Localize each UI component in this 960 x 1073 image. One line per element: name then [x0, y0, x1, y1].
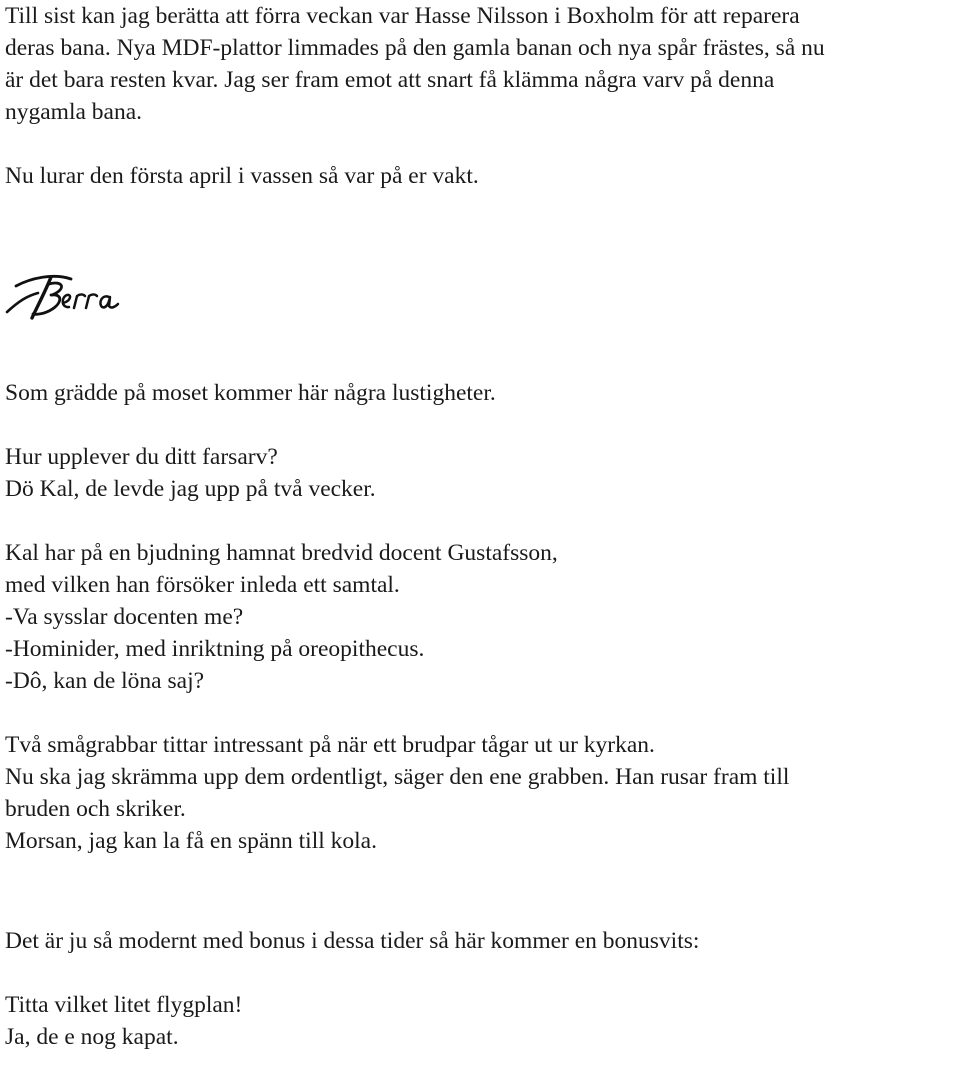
text-line: bruden och skriker. — [5, 796, 186, 822]
text-line: -Va sysslar docenten me? — [5, 604, 244, 630]
text-line: deras bana. Nya MDF-plattor limmades på den gamla banan och nya spår frästes, så nu — [5, 35, 825, 61]
text-line: Nu ska jag skrämma upp dem ordentligt, säger den ene grabben. Han rusar fram till — [5, 764, 790, 790]
joke-farsarv — [5, 441, 955, 505]
text-line: Ja, de e nog kapat. — [5, 1024, 179, 1050]
text-line: med vilken han försöker inleda ett samtal. — [5, 572, 400, 598]
text-line: Till sist kan jag berätta att förra veckan var Hasse Nilsson i Boxholm för att reparera — [5, 3, 800, 29]
text-line: -Dô, kan de löna saj? — [5, 668, 205, 694]
paragraph-repair — [5, 0, 955, 128]
signature-block — [5, 192, 955, 377]
text-line: Titta vilket litet flygplan! — [5, 992, 243, 1018]
text-line: är det bara resten kvar. Jag ser fram emot att snart få klämma några varv på denna — [5, 67, 775, 93]
bonus-intro: Det är ju så modernt med bonus i dessa tider så här kommer en bonusvits: — [5, 928, 700, 954]
jokes-intro: Som grädde på moset kommer här några lustigheter. — [5, 380, 496, 406]
joke-docent — [5, 537, 955, 697]
joke-brudpar — [5, 729, 955, 857]
text-line: nygamla bana. — [5, 99, 143, 125]
text-line: Hur upplever du ditt farsarv? — [5, 444, 278, 470]
text-line: Morsan, jag kan la få en spänn till kola. — [5, 828, 377, 854]
handwritten-signature — [5, 270, 123, 326]
text-line: Kal har på en bjudning hamnat bredvid docent Gustafsson, — [5, 540, 558, 566]
paragraph-april: Nu lurar den första april i vassen så var på er vakt. — [5, 163, 479, 189]
text-line: -Hominider, med inriktning på oreopithecus. — [5, 636, 425, 662]
document-body — [5, 0, 955, 1053]
text-line: Två smågrabbar tittar intressant på när ett brudpar tågar ut ur kyrkan. — [5, 732, 655, 758]
joke-bonus — [5, 989, 955, 1053]
text-line: Dö Kal, de levde jag upp på två vecker. — [5, 476, 376, 502]
